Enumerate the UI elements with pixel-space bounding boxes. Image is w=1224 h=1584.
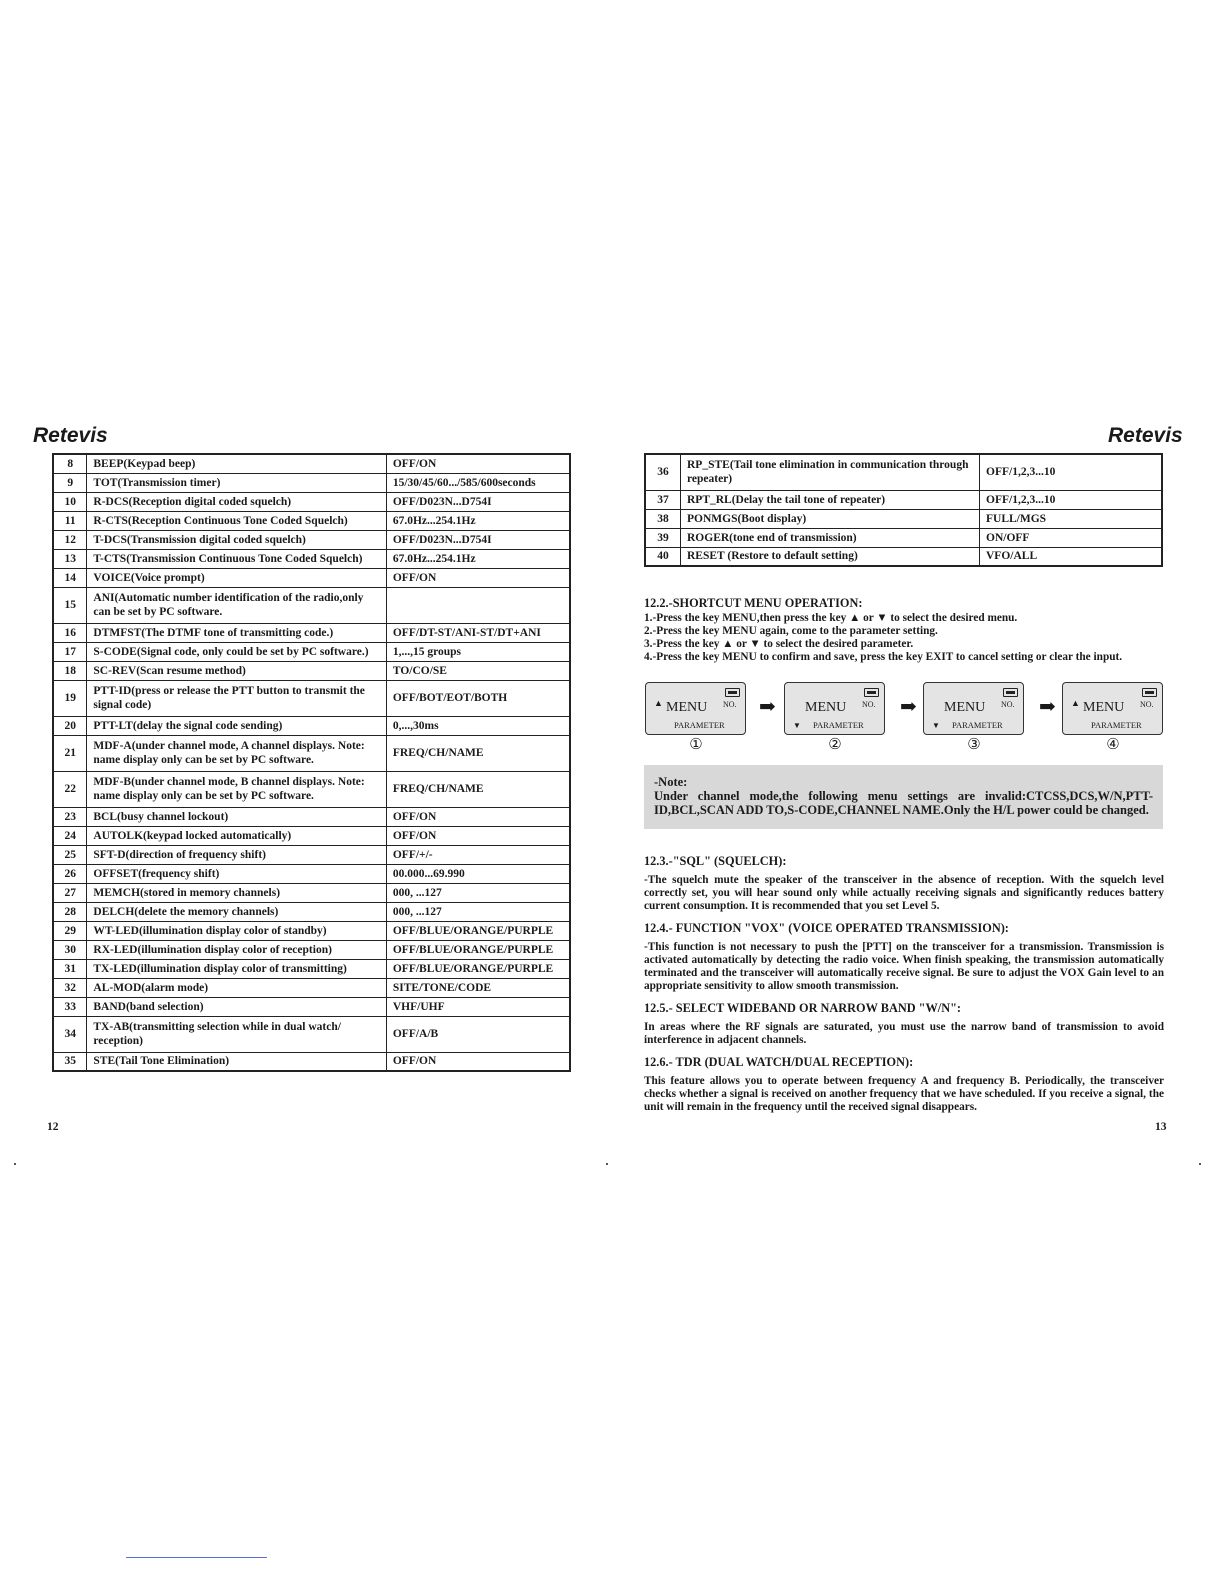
row-description: BAND(band selection) [87,997,386,1016]
row-value: VFO/ALL [980,547,1163,566]
row-value: 15/30/45/60.../585/600seconds [386,473,570,492]
lcd-step-2 [784,682,885,735]
row-number: 11 [53,511,87,530]
row-description: ROGER(tone end of transmission) [681,528,980,547]
table-row [53,642,570,661]
row-value: FREQ/CH/NAME [386,771,570,807]
lcd-parameter-label: PARAMETER [813,720,864,730]
row-number: 39 [645,528,681,547]
row-value: FREQ/CH/NAME [386,735,570,771]
row-description: RESET (Restore to default setting) [681,547,980,566]
row-description: RX-LED(illumination display color of reception) [87,940,386,959]
row-number: 40 [645,547,681,566]
up-triangle-icon: ▲ [1071,698,1080,708]
row-description: PONMGS(Boot display) [681,509,980,528]
row-value: SITE/TONE/CODE [386,978,570,997]
shortcut-steps [644,612,1164,664]
step-number-4: ④ [1106,737,1120,753]
table-row [53,826,570,845]
row-description: TX-AB(transmitting selection while in dual watch/ reception) [87,1016,386,1052]
table-row [53,771,570,807]
row-description: SFT-D(direction of frequency shift) [87,845,386,864]
lcd-step-1 [645,682,746,735]
menu-settings-table-right [644,453,1163,567]
table-row [53,978,570,997]
lcd-no-label: NO. [862,700,876,709]
row-number: 16 [53,623,87,642]
note-label: -Note: [654,775,688,789]
arrow-right-icon: ➡ [759,696,776,718]
table-row [645,454,1162,490]
row-number: 18 [53,661,87,680]
row-value: OFF/1,2,3...10 [980,454,1163,490]
down-triangle-icon: ▼ [932,721,940,730]
row-description: AL-MOD(alarm mode) [87,978,386,997]
row-description: S-CODE(Signal code, only could be set by PC software.) [87,642,386,661]
row-description: RPT_RL(Delay the tail tone of repeater) [681,490,980,509]
shortcut-step: 3.-Press the key ▲ or ▼ to select the desired parameter. [644,638,914,650]
row-number: 34 [53,1016,87,1052]
table-row [645,547,1162,566]
tdr-text: This feature allows you to operate between frequency A and frequency B. Periodically, the transceiver checks whether a signal is received on another frequency that we have scheduled. If you receive a signal, the unit will remain in the frequency until the received signal disappears. [644,1075,1164,1113]
table-row [53,864,570,883]
table-row [645,490,1162,509]
table-row [53,716,570,735]
row-number: 17 [53,642,87,661]
row-description: T-CTS(Transmission Continuous Tone Coded Squelch) [87,549,386,568]
battery-icon [725,688,740,697]
row-description: SC-REV(Scan resume method) [87,661,386,680]
lcd-menu-label: MENU [1083,700,1125,715]
shortcut-step: 1.-Press the key MENU,then press the key ▲ or ▼ to select the desired menu. [644,612,1018,624]
table-row [645,509,1162,528]
row-description: MDF-B(under channel mode, B channel displays. Note: name display only can be set by PC software. [87,771,386,807]
table-row [53,549,570,568]
brand-logo-left: Retevis [33,424,108,447]
vox-text: -This function is not necessary to push the [PTT] on the transceiver for a transmission. Transmission is activated automatically by detecting the radio voice. When finish speaking, the transmission automatically terminated and the transceiver will automatically receive signal. Be sure to adjust the VOX Gain level to an appropriate sensitivity to allow smooth transmission. [644,941,1164,992]
row-value: OFF/ON [386,826,570,845]
row-number: 15 [53,587,87,623]
row-description: MEMCH(stored in memory channels) [87,883,386,902]
row-description: DTMFST(The DTMF tone of transmitting code.) [87,623,386,642]
battery-icon [864,688,879,697]
row-description: RP_STE(Tail tone elimination in communication through repeater) [681,454,980,490]
table-row [645,528,1162,547]
row-number: 37 [645,490,681,509]
row-number: 24 [53,826,87,845]
crop-mark [14,1163,16,1165]
page-number-left: 12 [47,1121,59,1133]
row-number: 8 [53,454,87,473]
row-description: T-DCS(Transmission digital coded squelch) [87,530,386,549]
table-row [53,997,570,1016]
row-value: OFF/BLUE/ORANGE/PURPLE [386,940,570,959]
wn-title: 12.5.- SELECT WIDEBAND OR NARROW BAND "W/N": [644,1001,962,1015]
row-number: 25 [53,845,87,864]
arrow-right-icon: ➡ [1039,696,1056,718]
row-description: OFFSET(frequency shift) [87,864,386,883]
row-value [386,587,570,623]
table-row [53,807,570,826]
row-value: OFF/ON [386,807,570,826]
row-number: 14 [53,568,87,587]
row-description: VOICE(Voice prompt) [87,568,386,587]
row-value: ON/OFF [980,528,1163,547]
battery-icon [1003,688,1018,697]
row-number: 32 [53,978,87,997]
menu-settings-table-left [52,453,571,1072]
row-value: 00.000...69.990 [386,864,570,883]
table-row [53,921,570,940]
wn-text: In areas where the RF signals are saturated, you must use the narrow band of transmission to avoid interference in adjacent channels. [644,1021,1164,1046]
row-value: OFF/1,2,3...10 [980,490,1163,509]
tdr-section [644,1056,1164,1114]
row-number: 31 [53,959,87,978]
row-value: OFF/ON [386,1052,570,1071]
row-number: 38 [645,509,681,528]
table-row [53,940,570,959]
row-value: FULL/MGS [980,509,1163,528]
row-description: STE(Tail Tone Elimination) [87,1052,386,1071]
lcd-menu-label: MENU [666,700,708,715]
table-row [53,623,570,642]
table-row [53,530,570,549]
lcd-no-label: NO. [723,700,737,709]
brand-logo-right: Retevis [1108,424,1183,447]
row-value: OFF/BOT/EOT/BOTH [386,680,570,716]
table-row [53,492,570,511]
row-value: 1,...,15 groups [386,642,570,661]
row-number: 35 [53,1052,87,1071]
vox-section [644,922,1164,993]
lcd-no-label: NO. [1001,700,1015,709]
vox-title: 12.4.- FUNCTION "VOX" (VOICE OPERATED TRANSMISSION): [644,921,1009,935]
row-number: 12 [53,530,87,549]
table-row [53,902,570,921]
note-text: Under channel mode,the following menu settings are invalid:CTCSS,DCS,W/N,PTT-ID,BCL,SCAN ADD TO,S-CODE,CHANNEL NAME.Only the H/L power could be changed. [654,789,1153,817]
row-number: 27 [53,883,87,902]
row-description: PTT-ID(press or release the PTT button to transmit the signal code) [87,680,386,716]
row-number: 13 [53,549,87,568]
row-value: OFF/+/- [386,845,570,864]
lcd-step-4 [1062,682,1163,735]
lcd-parameter-label: PARAMETER [952,720,1003,730]
lcd-step-3 [923,682,1024,735]
table-row [53,511,570,530]
sql-section [644,855,1164,913]
row-description: WT-LED(illumination display color of standby) [87,921,386,940]
footer-line [126,1557,267,1558]
step-number-3: ③ [967,737,981,753]
arrow-right-icon: ➡ [900,696,917,718]
table-row [53,735,570,771]
row-number: 30 [53,940,87,959]
lcd-parameter-label: PARAMETER [1091,720,1142,730]
table-row [53,587,570,623]
row-value: OFF/BLUE/ORANGE/PURPLE [386,959,570,978]
page-number-right: 13 [1155,1121,1167,1133]
up-triangle-icon: ▲ [654,698,663,708]
row-description: R-CTS(Reception Continuous Tone Coded Squelch) [87,511,386,530]
table-row [53,661,570,680]
shortcut-step: 4.-Press the key MENU to confirm and save, press the key EXIT to cancel setting or clear the input. [644,651,1123,663]
row-description: BEEP(Keypad beep) [87,454,386,473]
table-row [53,1016,570,1052]
tdr-title: 12.6.- TDR (DUAL WATCH/DUAL RECEPTION): [644,1055,914,1069]
shortcut-step: 2.-Press the key MENU again, come to the parameter setting. [644,625,938,637]
table-row [53,680,570,716]
row-value: OFF/D023N...D754I [386,492,570,511]
row-description: PTT-LT(delay the signal code sending) [87,716,386,735]
down-triangle-icon: ▼ [793,721,801,730]
row-value: 67.0Hz...254.1Hz [386,511,570,530]
step-number-2: ② [828,737,842,753]
battery-icon [1142,688,1157,697]
sql-text: -The squelch mute the speaker of the transceiver in the absence of reception. With the squelch level correctly set, you will hear sound only while actually receiving signals and significantly reduces battery current consumption. It is recommended that you set Level 5. [644,874,1164,912]
row-number: 26 [53,864,87,883]
step-number-1: ① [689,737,703,753]
row-value: TO/CO/SE [386,661,570,680]
table-row [53,1052,570,1071]
row-value: VHF/UHF [386,997,570,1016]
row-value: 000, ...127 [386,902,570,921]
row-description: DELCH(delete the memory channels) [87,902,386,921]
row-number: 10 [53,492,87,511]
lcd-menu-label: MENU [805,700,847,715]
row-value: OFF/ON [386,454,570,473]
row-number: 33 [53,997,87,1016]
shortcut-title: 12.2.-SHORTCUT MENU OPERATION: [644,596,863,610]
note-box [644,765,1163,829]
row-description: AUTOLK(keypad locked automatically) [87,826,386,845]
wn-section [644,1002,1164,1047]
lcd-menu-label: MENU [944,700,986,715]
row-description: BCL(busy channel lockout) [87,807,386,826]
table-row [53,959,570,978]
row-description: ANI(Automatic number identification of the radio,only can be set by PC software. [87,587,386,623]
row-description: TOT(Transmission timer) [87,473,386,492]
row-value: OFF/A/B [386,1016,570,1052]
row-number: 21 [53,735,87,771]
table-row [53,845,570,864]
table-row [53,454,570,473]
row-number: 23 [53,807,87,826]
row-number: 20 [53,716,87,735]
lcd-no-label: NO. [1140,700,1154,709]
row-value: 67.0Hz...254.1Hz [386,549,570,568]
row-value: OFF/BLUE/ORANGE/PURPLE [386,921,570,940]
row-number: 19 [53,680,87,716]
crop-mark [1199,1163,1201,1165]
sql-title: 12.3.-"SQL" (SQUELCH): [644,854,787,868]
row-number: 28 [53,902,87,921]
row-number: 36 [645,454,681,490]
row-value: OFF/D023N...D754I [386,530,570,549]
row-number: 22 [53,771,87,807]
lcd-parameter-label: PARAMETER [674,720,725,730]
row-description: TX-LED(illumination display color of transmitting) [87,959,386,978]
row-number: 9 [53,473,87,492]
row-value: 0,...,30ms [386,716,570,735]
row-description: R-DCS(Reception digital coded squelch) [87,492,386,511]
crop-mark [606,1163,608,1165]
row-value: 000, ...127 [386,883,570,902]
table-row [53,883,570,902]
table-row [53,473,570,492]
row-value: OFF/ON [386,568,570,587]
row-description: MDF-A(under channel mode, A channel displays. Note: name display only can be set by PC software. [87,735,386,771]
row-value: OFF/DT-ST/ANI-ST/DT+ANI [386,623,570,642]
table-row [53,568,570,587]
row-number: 29 [53,921,87,940]
